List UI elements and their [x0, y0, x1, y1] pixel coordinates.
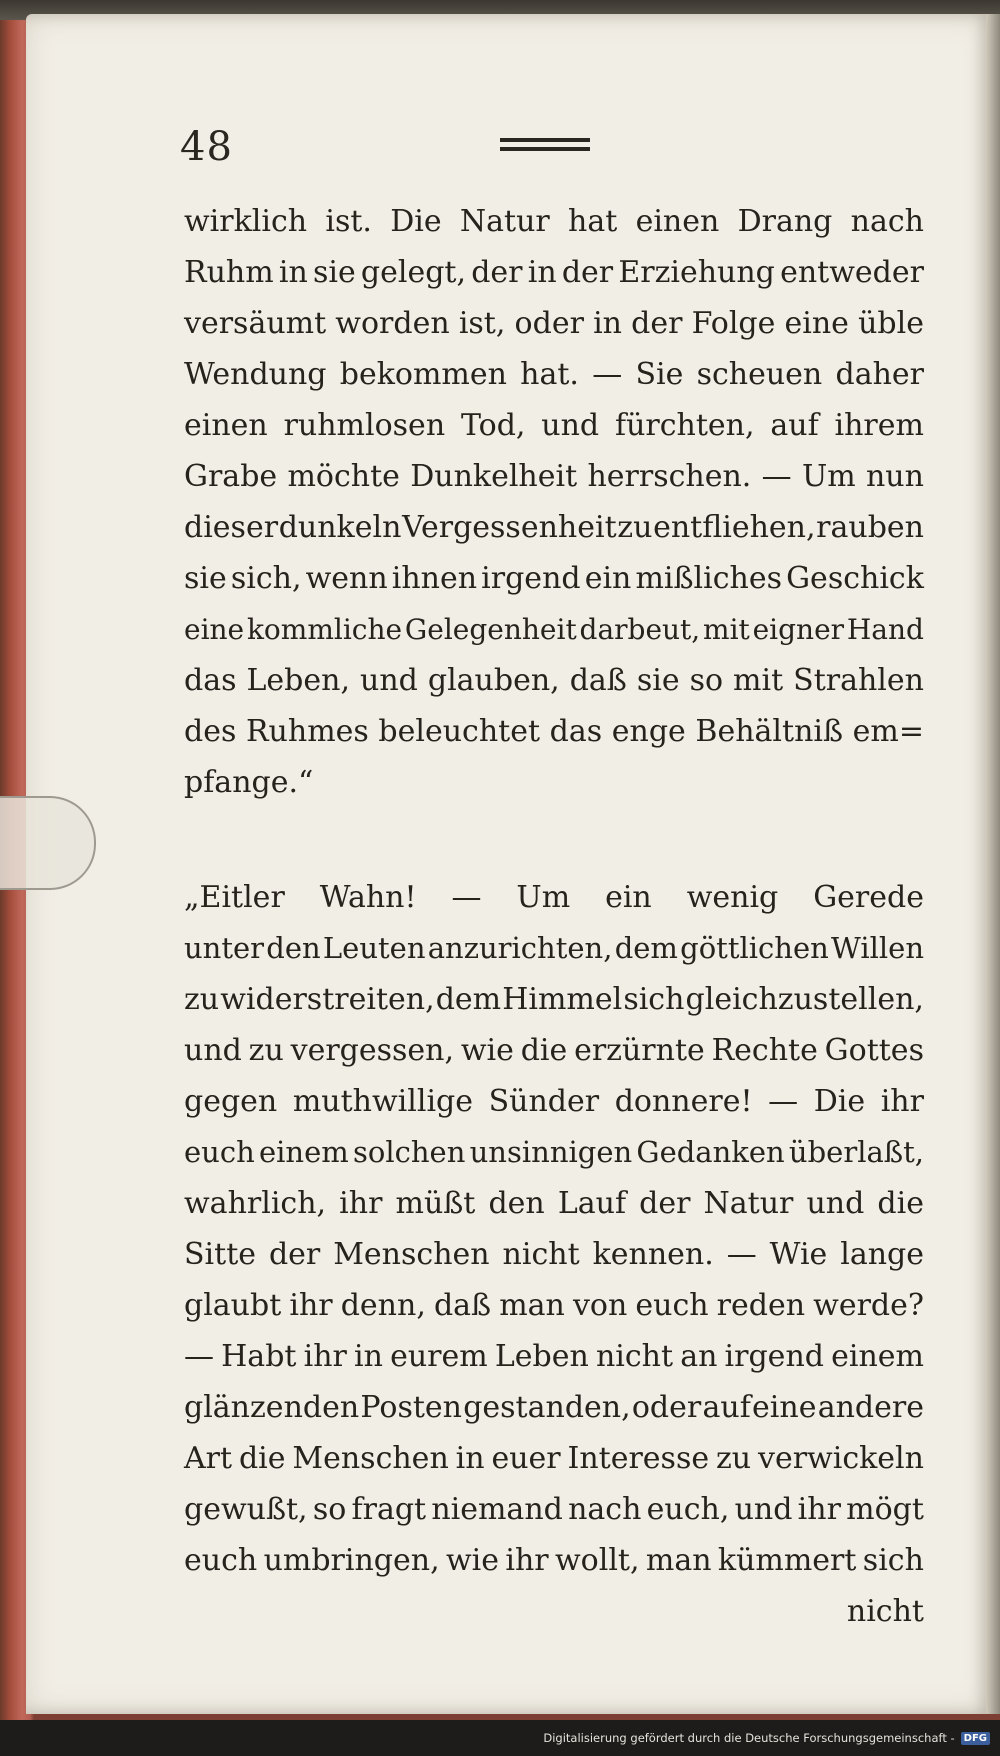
text-line: euch umbringen, wie ihr wollt, man kümmert sich — [184, 1543, 924, 1578]
text-line: unter den Leuten anzurichten, dem göttlichen Willen — [184, 931, 924, 965]
text-line: sie sich, wenn ihnen irgend ein mißliches Geschick — [184, 561, 924, 596]
body-text — [184, 196, 924, 1637]
text-line: einen ruhmlosen Tod, und fürchten, auf ihrem — [184, 408, 924, 443]
catchword: nicht — [846, 1594, 924, 1629]
text-line: pfange.“ — [184, 765, 314, 800]
text-line: des Ruhmes beleuchtet das enge Behältniß em= — [184, 714, 924, 749]
text-line: Grabe möchte Dunkelheit herrschen. — Um nun — [184, 459, 924, 494]
page-tab-marker — [0, 796, 96, 890]
text-line: zu widerstreiten, dem Himmel sich gleichzustellen, — [184, 982, 924, 1017]
header-ornament-rule — [500, 138, 590, 160]
text-line: Art die Menschen in euer Interesse zu verwickeln — [184, 1441, 924, 1476]
text-line: glänzenden Posten gestanden, oder auf eine andere — [184, 1390, 924, 1425]
text-line: „Eitler Wahn! — Um ein wenig Gerede — [184, 880, 924, 915]
text-line: glaubt ihr denn, daß man von euch reden werde? — [184, 1288, 924, 1323]
paragraph-gap — [184, 808, 924, 872]
text-line: gewußt, so fragt niemand nach euch, und ihr mögt — [184, 1492, 924, 1527]
text-line: wirklich ist. Die Natur hat einen Drang nach — [184, 204, 924, 239]
page-number: 48 — [180, 124, 233, 170]
text-line: gegen muthwillige Sünder donnere! — Die ihr — [184, 1084, 924, 1119]
page-gutter-shadow — [986, 14, 1000, 1714]
text-line: Wendung bekommen hat. — Sie scheuen daher — [184, 357, 924, 392]
text-line: euch einem solchen unsinnigen Gedanken überlaßt, — [184, 1135, 924, 1169]
text-line: dieser dunkeln Vergessenheit zu entfliehen, rauben — [184, 510, 924, 545]
text-line: Ruhm in sie gelegt, der in der Erziehung entweder — [184, 255, 924, 290]
text-line: Sitte der Menschen nicht kennen. — Wie lange — [184, 1237, 924, 1272]
text-line: und zu vergessen, wie die erzürnte Rechte Gottes — [184, 1033, 924, 1068]
page-header — [180, 124, 940, 184]
text-line: wahrlich, ihr müßt den Lauf der Natur und die — [184, 1186, 924, 1221]
funding-credit: Digitalisierung gefördert durch die Deutsche Forschungsgemeinschaft - — [543, 1731, 955, 1745]
text-line: — Habt ihr in eurem Leben nicht an irgend einem — [184, 1339, 924, 1374]
dfg-logo: DFG — [961, 1732, 990, 1745]
text-line: eine kommliche Gelegenheit darbeut, mit eigner Hand — [184, 613, 924, 646]
text-line: das Leben, und glauben, daß sie so mit Strahlen — [184, 663, 924, 698]
digitization-footer — [543, 1726, 990, 1750]
text-line: versäumt worden ist, oder in der Folge eine üble — [184, 306, 924, 341]
